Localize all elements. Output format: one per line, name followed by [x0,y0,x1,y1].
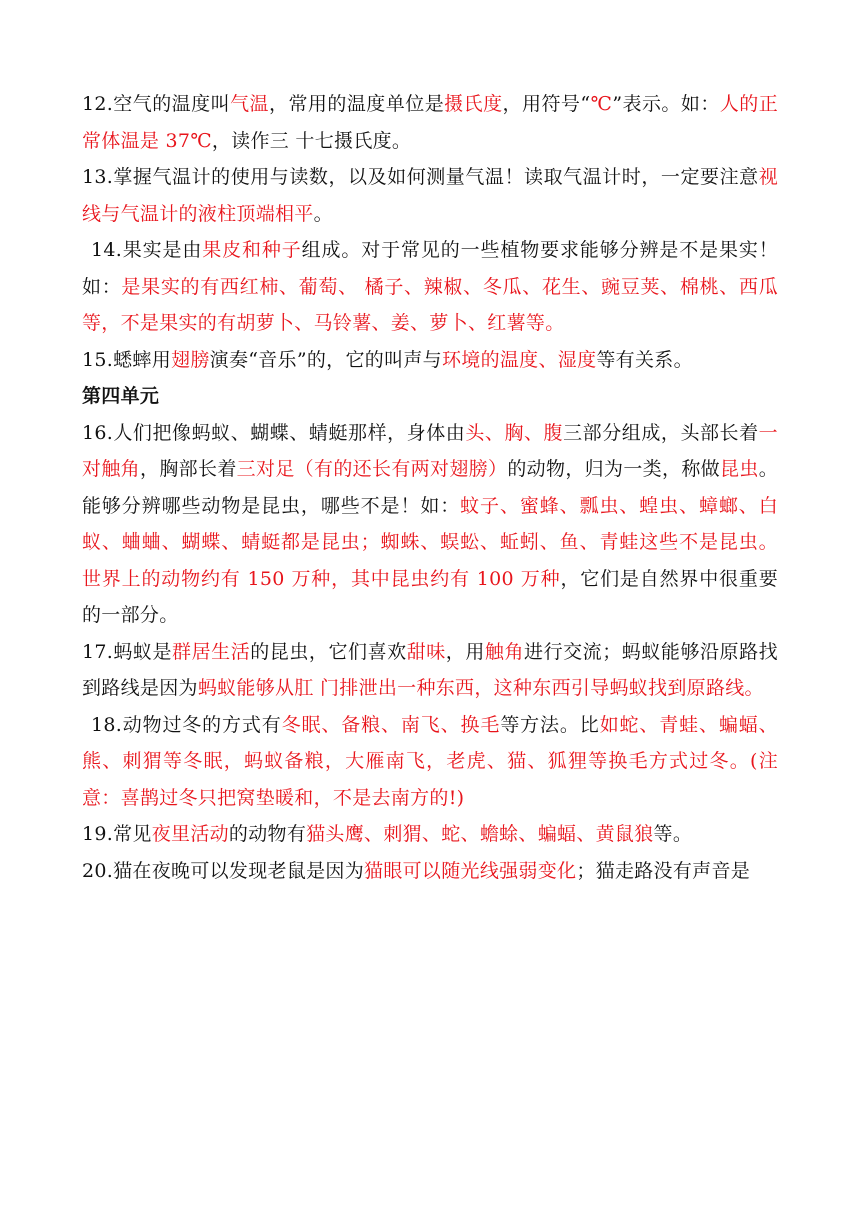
highlighted-text: 冬眠、备粮、南飞、换毛 [281,713,501,736]
body-text: ，胸部长着 [140,458,237,480]
highlighted-text: 人的正常体温是 37℃ [82,93,779,152]
highlighted-text: 头、胸、腹 [465,421,564,444]
highlighted-text: 猫眼可以随光线强弱变化 [364,859,577,882]
document-body [82,86,778,889]
paragraph-item-14 [82,232,778,342]
highlighted-text: 摄氏度 [444,93,503,115]
body-text: 组成。对于常见的一些植物要求能够分辨是不是果实！如： [82,239,778,298]
body-text: ；猫走路没有声音是 [576,859,751,882]
body-text: 15.蟋蟀用 [82,348,172,371]
highlighted-text: 甜味 [406,640,446,663]
highlighted-text: 一对触角 [82,421,778,480]
body-text: ”表示。如： [612,93,720,115]
highlighted-text: 如蛇、青蛙、蝙蝠、熊、刺猬等冬眠，蚂蚁备粮，大雁南飞，老虎、猫、狐狸等换毛方式过冬。(注意：喜鹊过冬只把窝垫暖和，不是去南方的!) [82,713,778,809]
highlighted-text: 群居生活 [172,640,251,663]
highlighted-text: 夜里活动 [151,823,229,845]
body-text: 等方法。比 [500,713,600,736]
section-heading [82,378,778,415]
body-text: 19.常见 [82,823,152,845]
body-text: 20.猫在夜晚可以发现老鼠是因为 [82,859,365,882]
highlighted-text: 翅膀 [171,348,210,371]
body-text: 12.空气的温度叫 [82,93,231,115]
body-text: 第四单元 [82,385,160,407]
body-text: 14.果实是由 [91,239,203,261]
paragraph-item-19 [82,816,778,853]
paragraph-item-16 [82,415,778,634]
body-text: ，用符号“ [502,93,591,115]
body-text: 的昆虫，它们喜欢 [250,640,407,663]
highlighted-text: 环境的温度、湿度 [441,348,597,371]
body-text: 等。 [653,823,693,845]
paragraph-item-18 [82,707,778,817]
highlighted-text: 蚊子、蜜蜂、瓢虫、蝗虫、蟑螂、白蚁、蛐蛐、蝴蝶、蜻蜓都是昆虫；蜘蛛、蜈蚣、蚯蚓、鱼、青蛙这些不是昆虫。 世界上的动物约有 150 万种，其中昆虫约有 100 万种 [82,494,778,590]
paragraph-item-12 [82,86,778,159]
body-text: 17.蚂蚁是 [82,640,173,663]
highlighted-text: 气温 [230,93,269,115]
highlighted-text: 果皮和种子 [202,239,302,261]
highlighted-text: 猫头鹰、刺猬、蛇、蟾蜍、蝙蝠、黄鼠狼 [306,823,654,845]
paragraph-item-13 [82,159,778,232]
body-text: ，用 [445,640,485,663]
body-text: 16.人们把像蚂蚁、蝴蝶、蜻蜓那样，身体由 [82,421,466,444]
body-text: 。 [313,202,333,225]
body-text: ，常用的温度单位是 [269,93,445,115]
highlighted-text: 触角 [484,640,525,663]
highlighted-text: 昆虫 [720,458,759,480]
highlighted-text: 三对足（有的还长有两对翅膀） [236,458,508,480]
body-text: ，读作三 十七摄氏度。 [211,129,412,152]
body-text: 演奏“音乐”的，它的叫声与 [209,348,442,371]
body-text: 的动物，归为一类，称做 [507,458,721,480]
highlighted-text: 蚂蚁能够从肛 门排泄出一种东西，这种东西引导蚂蚁找到原路线。 [197,677,764,699]
paragraph-item-15 [82,342,778,379]
highlighted-text: ℃ [590,93,613,115]
body-text: ，它们是自然界中很重要的一部分。 [82,567,778,626]
body-text: 三部分组成，头部长着 [563,421,759,444]
highlighted-text: 是果实的有西红柿、葡萄、 橘子、辣椒、冬瓜、花生、豌豆荚、棉桃、西瓜等，不是果实的有胡萝卜、马铃薯、姜、萝卜、红薯等。 [82,275,778,334]
body-text: 等有关系。 [596,348,693,371]
body-text: 18.动物过冬的方式有 [91,713,282,736]
body-text: 13.掌握气温计的使用与读数，以及如何测量气温！读取气温计时，一定要注意 [82,166,759,188]
body-text: 的动物有 [228,823,307,845]
body-text: 。 能够分辨哪些动物是昆虫，哪些不是！如： [82,458,778,517]
body-text: 进行交流；蚂蚁能够沿原路找到路线是因为 [82,640,778,699]
highlighted-text: 视线与气温计的液柱顶端相平 [82,166,778,225]
paragraph-item-17 [82,634,778,707]
paragraph-item-20 [82,853,778,890]
